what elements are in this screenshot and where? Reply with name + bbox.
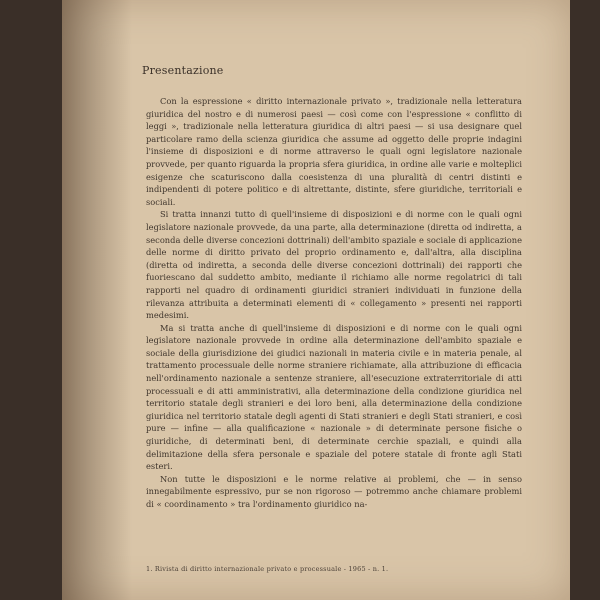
paragraph-4: Non tutte le disposizioni e le norme relative ai problemi, che — in senso innegabilmente espressivo, pur se non rigoroso — potremmo anche chiamare problemi di « coordinamento » tra l'ordinamento giuridico na- [146,473,522,509]
page-footer: 1. Rivista di diritto internazionale privato e processuale - 1965 - n. 1. [146,565,389,573]
section-title: Presentazione [142,64,224,77]
paragraph-2: Si tratta innanzi tutto di quell'insieme di disposizioni e di norme con le quali ogni legislatore nazionale provvede, da una parte, alla determinazione (diretta od indiretta, a seconda delle diverse concezioni dottrinali) dell'ambito spaziale e sociale di applicazione delle norme di diritto privato del proprio ordinamento e, dall'altra, alla disciplina (diretta od indiretta, a seconda delle diverse concezioni dottrinali) dei rapporti che fuoriescano dal suddetto ambito, mediante il richiamo alle norme regolatrici di tali rapporti nel quadro di ordinamenti giuridici stranieri individuati in funzione della rilevanza attribuita a determinati elementi di « collegamento » presenti nei rapporti medesimi. [146,209,522,321]
body-text [146,95,522,511]
paragraph-1: Con la espressione « diritto internazionale privato », tradizionale nella letteratura giuridica del nostro e di numerosi paesi — così come con l'espressione « conflitto di leggi », tradizionale nella letteratura giuridica di altri paesi — si usa designare quel particolare ramo della scienza giuridica che assume ad oggetto delle proprie indagini l'insieme di disposizioni e di norme attraverso le quali ogni legislatore nazionale provvede, per quanto riguarda la propria sfera giuridica, in ordine alle varie e molteplici esigenze che scaturiscono dalla coesistenza di una pluralità di centri distinti e indipendenti di potere politico e di altrettante, distinte, sfere giuridiche, territoriali e sociali. [146,96,522,207]
book-page [62,0,570,600]
page-gutter-shadow [62,0,132,600]
paragraph-3: Ma si tratta anche di quell'insieme di disposizioni e di norme con le quali ogni legislatore nazionale provvede in ordine alla determinazione dell'ambito spaziale e sociale della giurisdizione dei giudici nazionali in materia civile e in materia penale, al trattamento processuale delle norme straniere richiamate, alla attribuzione di efficacia nell'ordinamento nazionale a sentenze straniere, all'esecuzione extraterritoriale di atti processuali e di atti amministrativi, alla determinazione della condizione giuridica nel territorio statale degli stranieri e dei loro beni, alla determinazione della condizione giuridica nel territorio statale degli agenti di Stati stranieri e degli Stati stranieri, e così pure — infine — alla qualificazione « nazionale » di determinate persone fisiche o giuridiche, di determinati beni, di determinate cerchie spaziali, e quindi alla delimitazione della sfera personale e spaziale del potere statale di fronte agli Stati esteri. [146,322,522,472]
